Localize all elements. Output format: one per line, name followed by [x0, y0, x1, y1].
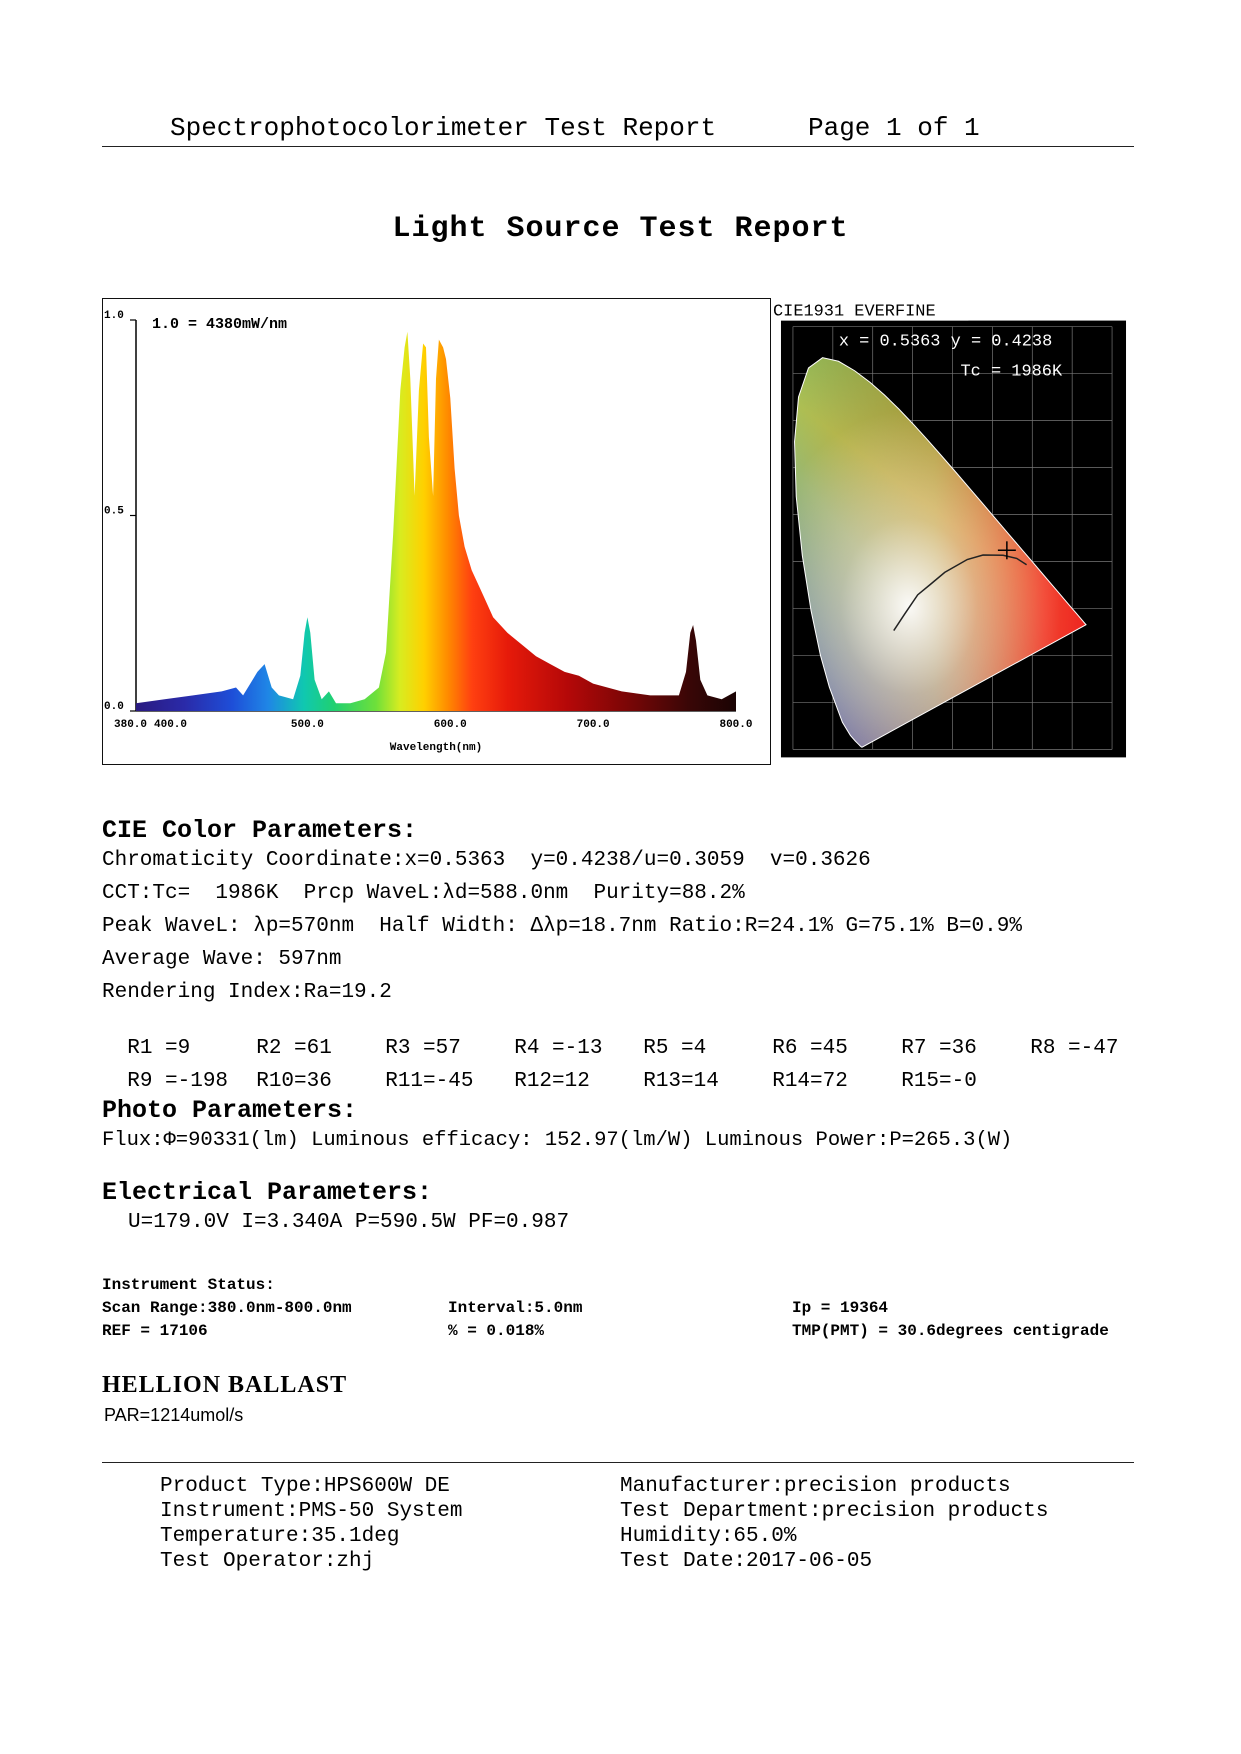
rendering-index-line: Rendering Index:Ra=19.2: [102, 981, 392, 1004]
percent-value: % = 0.018%: [448, 1322, 545, 1340]
y-tick-labels: [104, 310, 136, 713]
x-tick-label: 380.0: [114, 719, 148, 731]
spectrum-chart: [102, 298, 770, 765]
r-value: R10=36: [256, 1070, 332, 1093]
page-indicator: Page 1 of 1: [808, 113, 980, 143]
report-header-title: Spectrophotocolorimeter Test Report: [170, 113, 717, 143]
spectrum-area: [136, 332, 736, 711]
y-tick-label: 0.5: [104, 505, 124, 518]
cie-title: CIE1931 EVERFINE: [772, 302, 936, 322]
manufacturer: Manufacturer:precision products: [620, 1475, 1011, 1498]
x-tick-label: 800.0: [719, 719, 753, 731]
ref-value: REF = 17106: [102, 1322, 208, 1340]
chromaticity-line: Chromaticity Coordinate:x=0.5363 y=0.4238/u=0.3059 v=0.3626: [102, 849, 871, 872]
humidity: Humidity:65.0%: [620, 1525, 797, 1548]
photo-params-line: Flux:Φ=90331(lm) Luminous efficacy: 152.97(lm/W) Luminous Power:P=265.3(W): [102, 1129, 1013, 1152]
test-department: Test Department:precision products: [620, 1500, 1049, 1523]
instrument-name: Instrument:PMS-50 System: [160, 1500, 463, 1523]
r-value: R2 =61: [256, 1037, 332, 1060]
x-tick-label: 400.0: [154, 719, 188, 731]
r-value: R7 =36: [901, 1037, 977, 1060]
r-value: R8 =-47: [1030, 1037, 1119, 1060]
tmp-value: TMP(PMT) = 30.6degrees centigrade: [792, 1322, 1109, 1340]
electrical-params-line: U=179.0V I=3.340A P=590.5W PF=0.987: [128, 1211, 570, 1234]
interval: Interval:5.0nm: [448, 1299, 583, 1317]
test-operator: Test Operator:zhj: [160, 1550, 375, 1573]
main-title: Light Source Test Report: [392, 212, 849, 246]
r-value: R12=12: [514, 1070, 590, 1093]
y-tick-label: 0.0: [104, 701, 124, 713]
cct-line: CCT:Tc= 1986K Prcp WaveL:λd=588.0nm Purity=88.2%: [102, 882, 745, 905]
scan-range: Scan Range:380.0nm-800.0nm: [102, 1299, 352, 1317]
electrical-params-heading: Electrical Parameters:: [102, 1178, 433, 1207]
instrument-status-heading: Instrument Status:: [102, 1276, 275, 1294]
scale-label: 1.0 = 4380mW/nm: [152, 316, 288, 333]
r-value: R5 =4: [643, 1037, 707, 1060]
r-values-row-2: [102, 1047, 977, 1093]
x-tick-label: 700.0: [576, 719, 610, 731]
footer-divider: [102, 1462, 1134, 1463]
brand-name: HELLION BALLAST: [102, 1372, 348, 1398]
cie-params-heading: CIE Color Parameters:: [102, 816, 418, 845]
photo-params-heading: Photo Parameters:: [102, 1096, 358, 1125]
r-value: R1 =9: [127, 1037, 191, 1060]
x-tick-label: 600.0: [433, 719, 467, 731]
ip-value: Ip = 19364: [792, 1299, 889, 1317]
r-value: R15=-0: [901, 1070, 977, 1093]
x-tick-label: 500.0: [290, 719, 324, 731]
par-value: PAR=1214umol/s: [104, 1405, 244, 1425]
r-value: R14=72: [772, 1070, 848, 1093]
r-value: R4 =-13: [514, 1037, 603, 1060]
header-divider: [102, 146, 1134, 147]
cie-tc-readout: Tc = 1986K: [960, 362, 1063, 382]
x-tick-labels: [114, 719, 753, 731]
y-tick-label: 1.0: [104, 310, 124, 322]
r-value: R11=-45: [385, 1070, 474, 1093]
peak-line: Peak WaveL: λp=570nm Half Width: Δλp=18.7nm Ratio:R=24.1% G=75.1% B=0.9%: [102, 915, 1022, 938]
r-value: R13=14: [643, 1070, 719, 1093]
cie-chart: [770, 298, 1134, 765]
temperature: Temperature:35.1deg: [160, 1525, 400, 1548]
x-axis-label: Wavelength(nm): [389, 742, 483, 754]
r-value: R3 =57: [385, 1037, 461, 1060]
r-value: R9 =-198: [127, 1070, 229, 1093]
r-value: R6 =45: [772, 1037, 848, 1060]
product-type: Product Type:HPS600W DE: [160, 1475, 450, 1498]
cie-xy-readout: x = 0.5363 y = 0.4238: [838, 332, 1053, 352]
average-wave-line: Average Wave: 597nm: [102, 948, 342, 971]
test-date: Test Date:2017-06-05: [620, 1550, 873, 1573]
